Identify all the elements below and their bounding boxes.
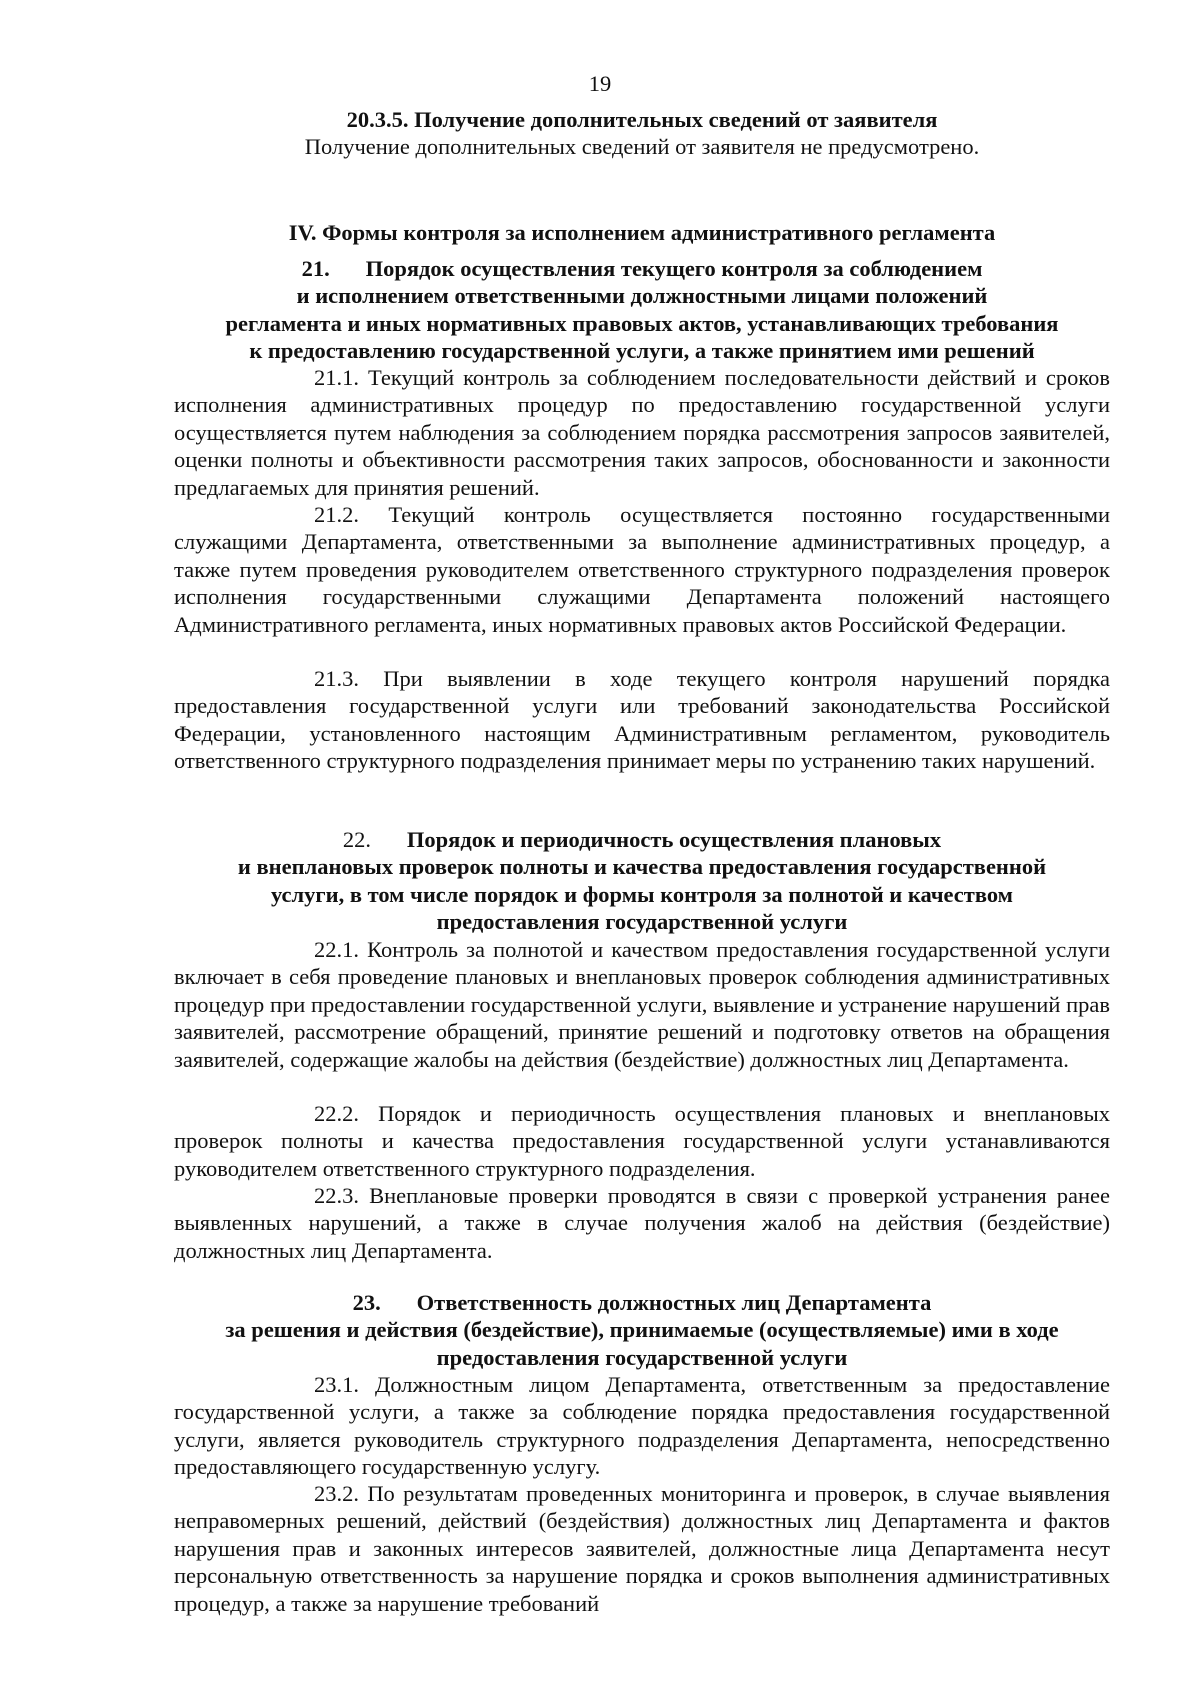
paragraph-number: 23.1. (314, 1372, 359, 1397)
section-22-heading (174, 826, 1110, 936)
section-21-heading (174, 255, 1110, 365)
paragraph-text: Порядок и периодичность осуществления плановых и внеплановых проверок полноты и качества предоставления государственной услуги устанавливаются руководителем ответственного структурного подразделения. (174, 1101, 1111, 1181)
heading-line: 22. Порядок и периодичность осуществления плановых (342, 827, 942, 852)
paragraph-number: 21.2. (314, 502, 359, 527)
paragraph-number: 21.3. (314, 666, 359, 691)
paragraph-number: 21.1. (314, 365, 359, 390)
paragraph-text: По результатам проведенных мониторинга и проверок, в случае выявления неправомерных решений, действий (бездействия) должностных лиц Департамента и фактов нарушения прав и законных интересов заявителей, должностные лица Департамента несут персональную ответственность за нарушение порядка и сроков выполнения административных процедур, а также за нарушение требований (174, 1481, 1111, 1616)
paragraph-text: При выявлении в ходе текущего контроля нарушений порядка предоставления государственной услуги или требований законодательства Российской Федерации, установленного настоящим Административным регламентом, руководитель ответственного структурного подразделения принимает меры по устранению таких нарушений. (174, 666, 1111, 774)
paragraph-21-3 (174, 665, 1110, 775)
subsection-text: Получение дополнительных сведений от заявителя не предусмотрено. (304, 134, 980, 159)
chapter-title: IV. Формы контроля за исполнением административного регламента (288, 220, 996, 245)
paragraph-21-1 (174, 364, 1110, 501)
paragraph-22-1 (174, 936, 1110, 1073)
heading-line: 21. Порядок осуществления текущего контроля за соблюдением (301, 256, 983, 281)
paragraph-text: Внеплановые проверки проводятся в связи с проверкой устранения ранее выявленных нарушений, а также в случае получения жалоб на действия (бездействие) должностных лиц Департамента. (174, 1183, 1111, 1263)
heading-line: 23. Ответственность должностных лиц Департамента (352, 1290, 932, 1315)
paragraph-number: 22.1. (314, 937, 359, 962)
paragraph-text: Должностным лицом Департамента, ответственным за предоставление государственной услуги, а также за соблюдение порядка предоставления государственной услуги, является руководитель структурного подразделения Департамента, непосредственно предоставляющего государственную услугу. (174, 1372, 1110, 1480)
subsection-title: 20.3.5. Получение дополнительных сведений от заявителя (346, 107, 938, 132)
heading-line: и внеплановых проверок полноты и качества предоставления государственной (237, 854, 1047, 880)
page-number: 19 (588, 71, 612, 96)
heading-line: к предоставлению государственной услуги, а также принятием ими решений (249, 338, 1035, 364)
section-number: 21. (301, 256, 330, 281)
heading-line: регламента и иных нормативных правовых актов, устанавливающих требования (225, 310, 1059, 336)
section-23-heading (174, 1289, 1110, 1371)
paragraph-number: 23.2. (314, 1481, 359, 1506)
section-number: 23. (352, 1290, 381, 1315)
paragraph-text: Текущий контроль осуществляется постоянно государственными служащими Департамента, ответственными за выполнение административных процедур, а также путем проведения руководителем ответственного структурного подразделения проверок исполнения государственными служащими Департамента положений настоящего Административного регламента, иных нормативных правовых актов Российской Федерации. (174, 502, 1111, 637)
paragraph-number: 22.3. (314, 1183, 359, 1208)
heading-line: предоставления государственной услуги (436, 1344, 848, 1370)
paragraph-text: Контроль за полнотой и качеством предоставления государственной услуги включает в себя проведение плановых и внеплановых проверок соблюдения административных процедур при предоставлении государственной услуги, выявление и устранение нарушений прав заявителей, рассмотрение обращений, принятие решений и подготовку ответов на обращения заявителей, содержащие жалобы на действия (бездействие) должностных лиц Департамента. (174, 937, 1111, 1072)
paragraph-23-2 (174, 1480, 1110, 1617)
paragraph-text: Текущий контроль за соблюдением последовательности действий и сроков исполнения административных процедур по предоставлению государственной услуги осуществляется путем наблюдения за соблюдением порядка рассмотрения запросов заявителей, оценки полноты и объективности рассмотрения таких запросов, обоснованности и законности предлагаемых для принятия решений. (174, 365, 1110, 500)
section-number: 22. (342, 827, 371, 852)
heading-line: предоставления государственной услуги (436, 909, 848, 935)
heading-line: и исполнением ответственными должностными лицами положений (296, 283, 988, 309)
paragraph-23-1 (174, 1371, 1110, 1481)
paragraph-22-2 (174, 1100, 1110, 1182)
heading-line: за решения и действия (бездействие), принимаемые (осуществляемые) ими в ходе (225, 1317, 1059, 1343)
paragraph-22-3 (174, 1182, 1110, 1264)
paragraph-21-2 (174, 501, 1110, 638)
heading-line: услуги, в том числе порядок и формы контроля за полнотой и качеством (270, 881, 1013, 907)
paragraph-number: 22.2. (314, 1101, 359, 1126)
